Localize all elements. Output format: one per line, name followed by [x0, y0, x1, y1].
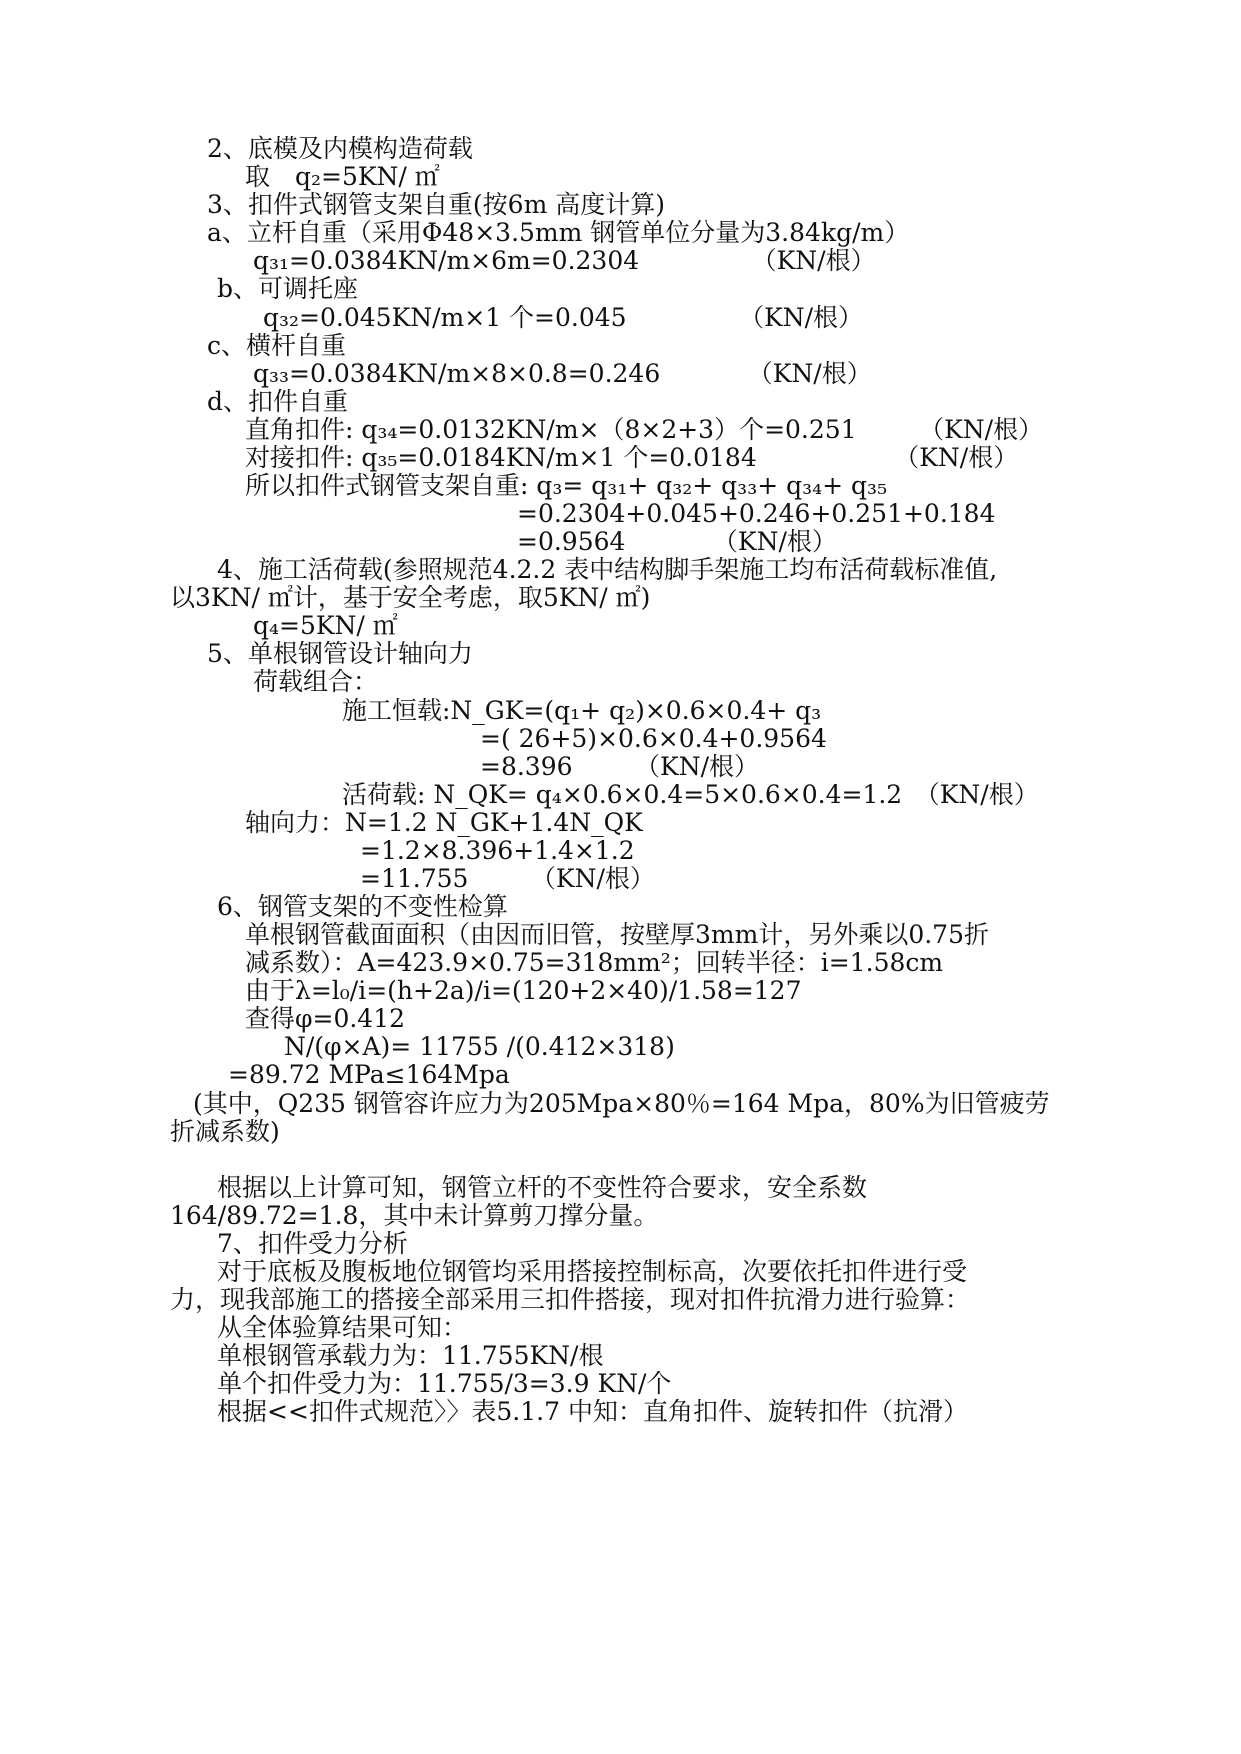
line-20: 荷载组合：	[253, 667, 379, 696]
line-15: =0.9564 （KN/根）	[517, 527, 837, 556]
line-3: 3、扣件式钢管支架自重(按6m 高度计算)	[207, 190, 665, 219]
line-31: 由于λ=l₀/i=(h+2a)/i=(120+2×40)/1.58=127	[245, 976, 802, 1005]
line-34: =89.72 MPa≤164Mpa	[228, 1060, 510, 1089]
line-41: 力，现我部施工的搭接全部采用三扣件搭接，现对扣件抗滑力进行验算：	[170, 1285, 971, 1314]
line-10: d、扣件自重	[207, 387, 349, 416]
line-14: =0.2304+0.045+0.246+0.251+0.184	[517, 499, 996, 528]
line-6: b、可调托座	[217, 274, 359, 303]
line-39: 7、扣件受力分析	[217, 1229, 408, 1258]
line-25: 轴向力：N=1.2 N_GK+1.4N_QK	[245, 808, 643, 837]
line-28: 6、钢管支架的不变性检算	[217, 892, 508, 921]
line-24: 活荷载: N_QK= q₄×0.6×0.4=5×0.6×0.4=1.2 （KN/根）	[342, 780, 1039, 809]
line-40: 对于底板及腹板地位钢管均采用搭接控制标高，次要依托扣件进行受	[217, 1257, 968, 1286]
line-13: 所以扣件式钢管支架自重: q₃= q₃₁+ q₃₂+ q₃₃+ q₃₄+ q₃₅	[245, 471, 888, 500]
line-19: 5、单根钢管设计轴向力	[207, 639, 473, 668]
line-29: 单根钢管截面面积（由因而旧管，按壁厚3mm计，另外乘以0.75折	[245, 920, 989, 949]
line-2: 取 q₂=5KN/ ㎡	[245, 162, 440, 191]
line-26: =1.2×8.396+1.4×1.2	[360, 836, 635, 865]
line-44: 单个扣件受力为：11.755/3=3.9 KN/个	[217, 1369, 672, 1398]
line-18: q₄=5KN/ ㎡	[253, 611, 398, 640]
line-5: q₃₁=0.0384KN/m×6m=0.2304 （KN/根）	[253, 246, 876, 275]
line-27: =11.755 （KN/根）	[360, 864, 655, 893]
line-36: 折减系数)	[170, 1117, 280, 1146]
line-43: 单根钢管承载力为：11.755KN/根	[217, 1341, 604, 1370]
line-42: 从全体验算结果可知：	[217, 1313, 468, 1342]
line-16: 4、施工活荷载(参照规范4.2.2 表中结构脚手架施工均布活荷载标准值,	[217, 555, 998, 584]
line-4: a、立杆自重（采用Φ48×3.5mm 钢管单位分量为3.84kg/m）	[207, 218, 910, 247]
line-33: N/(φ×A)= 11755 /(0.412×318)	[284, 1032, 675, 1061]
line-37: 根据以上计算可知，钢管立杆的不变性符合要求，安全系数	[217, 1173, 868, 1202]
line-12: 对接扣件: q₃₅=0.0184KN/m×1 个=0.0184 （KN/根）	[245, 443, 1019, 472]
line-23: =8.396 （KN/根）	[480, 752, 759, 781]
line-22: =( 26+5)×0.6×0.4+0.9564	[480, 724, 827, 753]
line-21: 施工恒载:N_GK=(q₁+ q₂)×0.6×0.4+ q₃	[342, 696, 822, 725]
line-9: q₃₃=0.0384KN/m×8×0.8=0.246 （KN/根）	[253, 359, 872, 388]
line-7: q₃₂=0.045KN/m×1 个=0.045 （KN/根）	[263, 303, 864, 332]
line-17: 以3KN/ ㎡计，基于安全考虑，取5KN/ ㎡)	[170, 583, 651, 612]
line-1: 2、底模及内模构造荷载	[207, 134, 473, 163]
line-32: 查得φ=0.412	[245, 1004, 406, 1033]
line-35: (其中，Q235 钢管容许应力为205Mpa×80％=164 Mpa，80%为旧管疲劳	[193, 1089, 1050, 1118]
line-11: 直角扣件: q₃₄=0.0132KN/m×（8×2+3）个=0.251 （KN/根）	[245, 415, 1044, 444]
line-38: 164/89.72=1.8，其中未计算剪刀撑分量。	[170, 1201, 659, 1230]
line-45: 根据<<扣件式规范〉〉表5.1.7 中知：直角扣件、旋转扣件（抗滑）	[217, 1397, 968, 1426]
line-30: 减系数）：A=423.9×0.75=318mm²；回转半径：i=1.58cm	[245, 948, 944, 977]
line-8: c、横杆自重	[207, 331, 347, 360]
